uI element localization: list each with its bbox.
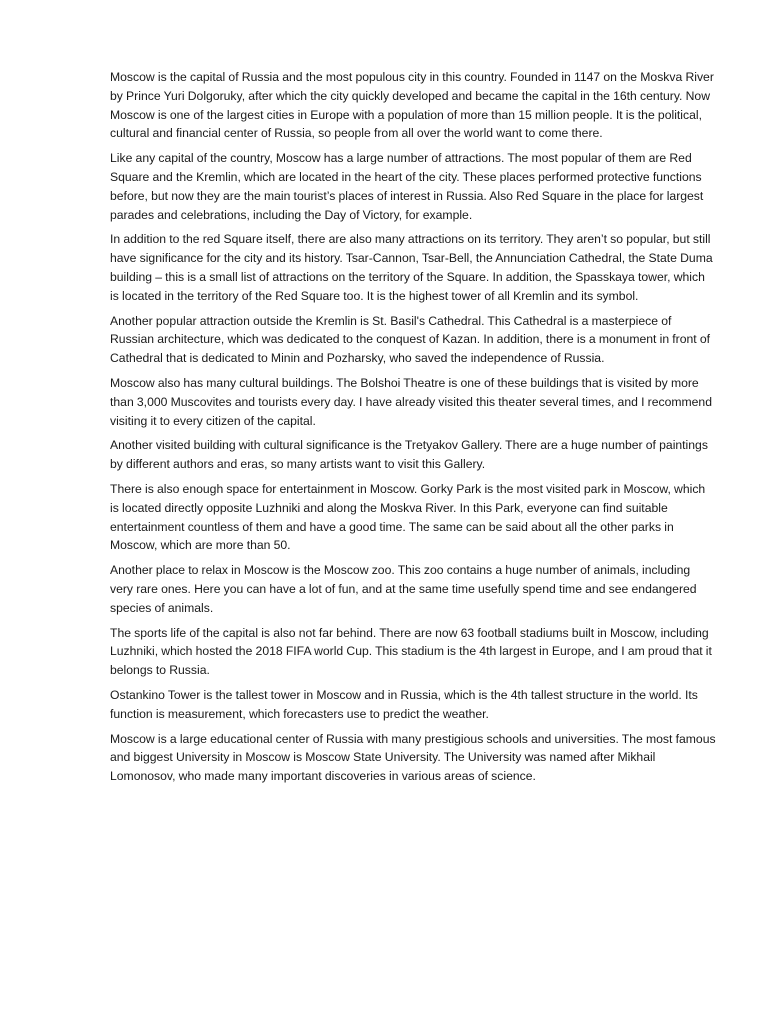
paragraph-intro: Moscow is the capital of Russia and the most populous city in this country. Founded in 1147 on the Moskva River by Prince Yuri Dolgoruky, after which the city quickly developed and became the capital in the 16th century. Now Moscow is one of the largest cities in Europe with a population of more than 15 million people. It is the political, cultural and financial center of Russia, so people from all over the world want to come there. bbox=[110, 70, 714, 141]
paragraph-st-basils: Another popular attraction outside the Kremlin is St. Basil's Cathedral. This Cathedral is a masterpiece of Russian architecture, which was dedicated to the conquest of Kazan. In addition, there is a monument in front of Cathedral that is dedicated to Minin and Pozharsky, who saved the independence of Russia. bbox=[110, 313, 711, 366]
paragraph-bolshoi: Moscow also has many cultural buildings. The Bolshoi Theatre is one of these buildings that is visited by more than 3,000 Muscovites and tourists every day. I have already visited this theater several times, and I recommend visiting it to every citizen of the capital. bbox=[110, 375, 712, 428]
paragraph-gorky-park: There is also enough space for entertainment in Moscow. Gorky Park is the most visited park in Moscow, which is located directly opposite Luzhniki and along the Moskva River. In this Park, everyone can find suitable entertainment countless of them and have a good time. The same can be said about all the other parks in Moscow, which are more than 50. bbox=[110, 481, 706, 553]
paragraph-sports: The sports life of the capital is also not far behind. There are now 63 football stadiums built in Moscow, including Luzhniki, which hosted the 2018 FIFA world Cup. This stadium is the 4th largest in Europe, and I am proud that it belongs to Russia. bbox=[110, 625, 712, 678]
paragraph-ostankino: Ostankino Tower is the tallest tower in Moscow and in Russia, which is the 4th tallest structure in the world. Its function is measurement, which forecasters use to predict the weather. bbox=[110, 687, 698, 721]
paragraph-attractions: Like any capital of the country, Moscow has a large number of attractions. The most popular of them are Red Square and the Kremlin, which are located in the heart of the city. These places performed protective functions before, but now they are the main tourist’s places of interest in Russia. Also Red Square in the place for largest parades and celebrations, including the Day of Victory, for example. bbox=[110, 151, 704, 222]
paragraph-red-square: In addition to the red Square itself, there are also many attractions on its territory. They aren’t so popular, but still have significance for the city and its history. Tsar-Cannon, Tsar-Bell, the Annunciation Cathedral, the State Duma building – this is a small list of attractions on the territory of the Square. In addition, the Spasskaya tower, which is located in the territory of the Red Square too. It is the highest tower of all Kremlin and its symbol. bbox=[110, 232, 713, 303]
paragraph-tretyakov: Another visited building with cultural significance is the Tretyakov Gallery. There are a huge number of paintings by different authors and eras, so many artists want to visit this Gallery. bbox=[110, 438, 708, 472]
paragraph-zoo: Another place to relax in Moscow is the Moscow zoo. This zoo contains a huge number of animals, including very rare ones. Here you can have a lot of fun, and at the same time usefully spend time and see endangered species of animals. bbox=[110, 563, 697, 615]
document-body bbox=[110, 68, 716, 792]
paragraph-education: Moscow is a large educational center of Russia with many prestigious schools and universities. The most famous and biggest University in Moscow is Moscow State University. The University was named after Mikhail Lomonosov, who made many important discoveries in various areas of science. bbox=[110, 731, 716, 784]
